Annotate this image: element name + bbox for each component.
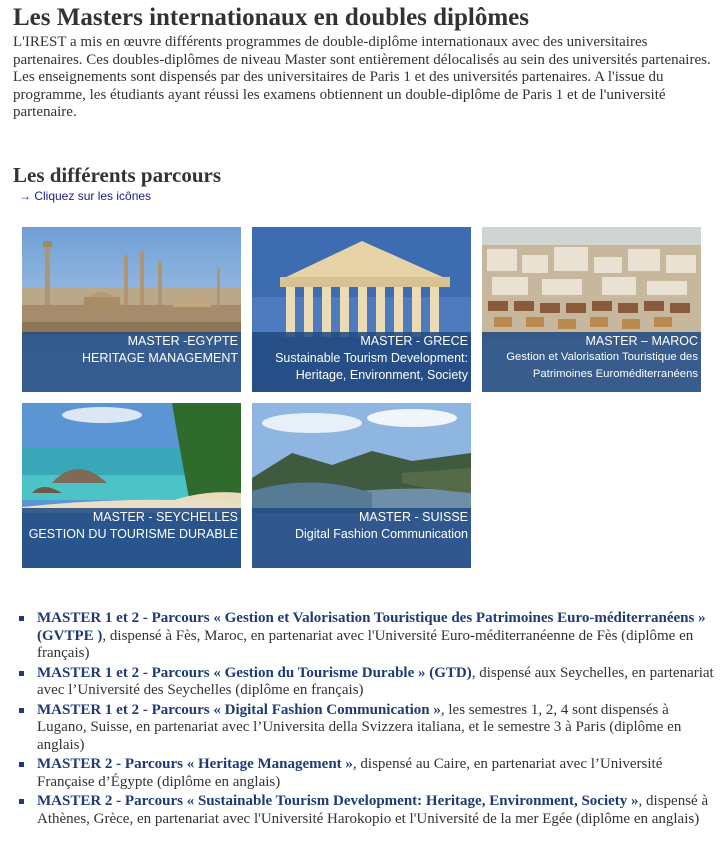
tile-master-maroc[interactable] [482,227,701,392]
tile-caption-line2: HERITAGE MANAGEMENT [81,351,238,365]
list-item [17,702,717,755]
click-hint: → Cliquez sur les icônes [19,189,152,203]
tile-caption-line2: Sustainable Tourism Development: [275,351,468,365]
tile-caption-line2: Digital Fashion Communication [295,527,468,541]
tile-caption-line2: GESTION DU TOURISME DURABLE [28,527,238,541]
list-item [17,665,717,700]
tile-caption-line1: MASTER - SUISSE [358,510,468,524]
square-bullet-icon [19,799,24,804]
square-bullet-icon [19,616,24,621]
tile-caption-line1: MASTER – MAROC [585,334,698,348]
square-bullet-icon [19,708,24,713]
square-bullet-icon [19,762,24,767]
course-title: MASTER 1 et 2 - Parcours « Gestion et Valorisation Touristique des Patrimoines Euro-méditerranéens » (GVTPE ) [37,610,706,644]
course-details: , dispensé à Fès, Maroc, en partenariat avec l'Université Euro-méditerranéenne de Fès (diplôme en français) [37,627,694,661]
tile-caption-line2: Gestion et Valorisation Touristique des [506,351,698,363]
page-title: Les Masters internationaux en doubles diplômes [13,4,530,31]
tile-master-grece[interactable] [252,227,471,392]
tile-caption-line3: Heritage, Environment, Society [295,368,468,382]
course-list [17,610,717,830]
course-details: , dispensé à Athènes, Grèce, en partenariat avec l'Université Harokopio et l'Université de la mer Egée (diplôme en anglais) [37,793,709,827]
section-title: Les différents parcours [13,163,222,187]
intro-text [13,34,713,122]
intro-paragraph-1: L'IREST a mis en œuvre différents programmes de double-diplôme internationaux avec des universitaires partenaires. Ces doubles-diplômes de niveau Master sont entièrement délocalisés au sein des universités partenaires. [13,34,711,68]
course-details: , dispensé aux Seychelles, en partenariat avec l’Université des Seychelles (diplôme en français) [37,664,714,698]
tile-caption-line1: MASTER - SEYCHELLES [92,510,238,524]
course-title: MASTER 2 - Parcours « Sustainable Tourism Development: Heritage, Environment, Society » [37,793,639,809]
tile-caption-line3: Patrimoines Euroméditerranéens [532,368,698,380]
course-details: , dispensé au Caire, en partenariat avec l’Université Française d’Égypte (diplôme en anglais) [37,756,663,790]
list-item [17,756,717,791]
course-title: MASTER 1 et 2 - Parcours « Gestion du Tourisme Durable » (GTD) [37,664,472,681]
list-item [17,793,717,828]
tile-master-suisse[interactable] [252,403,471,568]
course-title: MASTER 1 et 2 - Parcours « Digital Fashion Communication » [37,701,441,718]
list-item [17,610,717,663]
tile-caption-line1: MASTER -EGYPTE [127,334,238,348]
course-title: MASTER 2 - Parcours « Heritage Management » [37,756,353,772]
course-details: , les semestres 1, 2, 4 sont dispensés à Lugano, Suisse, en partenariat avec l’Universita della Svizzera italiana, et le semestre 3 à Paris (diplôme en anglais) [37,701,682,753]
tile-master-egypte[interactable] [22,227,241,392]
square-bullet-icon [19,671,24,676]
tile-caption-line1: MASTER - GRECE [360,334,468,348]
tile-master-seychelles[interactable] [22,403,241,568]
intro-paragraph-2: Les enseignements sont dispensés par des universitaires de Paris 1 et des universités partenaires. A l'issue du programme, les étudiants ayant réussi les examens obtiennent un double-diplôme de Paris 1 et de l'université partenaire. [13,69,666,120]
